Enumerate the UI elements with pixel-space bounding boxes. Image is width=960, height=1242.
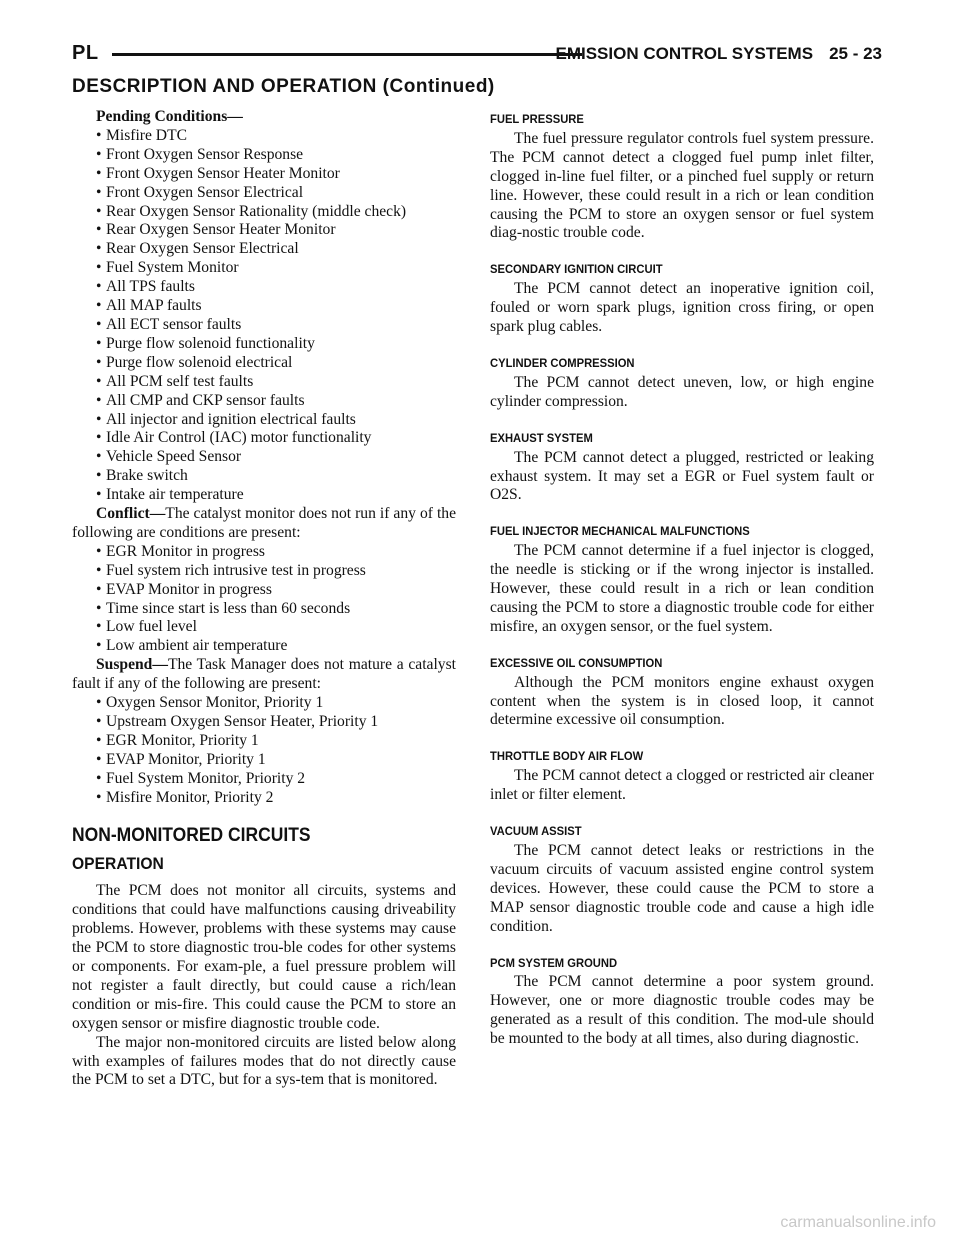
circuit-description: The PCM cannot detect uneven, low, or high engine cylinder compression. <box>490 373 874 410</box>
conflict-text: The catalyst monitor does not run if any of the following are conditions are present: <box>72 505 456 541</box>
pending-condition-item: • Front Oxygen Sensor Heater Monitor <box>96 165 456 184</box>
circuit-heading: EXCESSIVE OIL CONSUMPTION <box>490 655 663 670</box>
circuit-heading: SECONDARY IGNITION CIRCUIT <box>490 262 663 277</box>
suspend-item: • Upstream Oxygen Sensor Heater, Priority 1 <box>96 713 456 732</box>
operation-heading: OPERATION <box>72 854 164 874</box>
circuit-description: The fuel pressure regulator controls fuel system pressure. The PCM cannot detect a clogged fuel pump inlet filter, clogged in-line fuel filter, or a pinched fuel supply or return line. However, these could result in a rich or lean condition causing the PCM to store an oxygen sensor or fuel system diag-nostic trouble code. <box>490 129 874 242</box>
vehicle-code: PL <box>72 42 99 64</box>
header-right <box>556 44 883 64</box>
conflict-item: • EVAP Monitor in progress <box>96 581 456 600</box>
circuit-description: The PCM cannot determine a poor system ground. However, one or more diagnostic trouble codes may be generated as a result of this condition. The mod-ule should be mounted to the body at all times, also during diagnostic. <box>490 973 874 1048</box>
pending-condition-item: • Purge flow solenoid electrical <box>96 354 456 373</box>
operation-paragraph-1: The PCM does not monitor all circuits, systems and conditions that could have malfunctions causing driveability problems. However, problems with these systems may cause the PCM to store diagnostic trou-ble codes for other systems or components. For exam-ple, a fuel pressure problem will not register a fault directly, but could cause a rich/lean condition or mis-fire. This could cause the PCM to store an oxygen sensor or misfire diagnostic trouble code. <box>72 882 456 1032</box>
suspend-paragraph <box>72 656 456 694</box>
pending-condition-item: • Intake air temperature <box>96 486 456 505</box>
circuit-heading: VACUUM ASSIST <box>490 824 582 839</box>
pending-conditions-list <box>72 127 456 505</box>
suspend-list <box>72 694 456 807</box>
pending-condition-item: • Vehicle Speed Sensor <box>96 448 456 467</box>
pending-condition-item: • Rear Oxygen Sensor Electrical <box>96 240 456 259</box>
conflict-item: • Low ambient air temperature <box>96 637 456 656</box>
pending-condition-item: • All MAP faults <box>96 297 456 316</box>
circuit-description: The PCM cannot detect leaks or restrictions in the vacuum circuits of vacuum assisted engine control system devices. However, these could cause the PCM to store a MAP sensor diagnostic trouble code and cause a high idle condition. <box>490 842 874 935</box>
circuit-heading: FUEL PRESSURE <box>490 112 584 126</box>
suspend-item: • EGR Monitor, Priority 1 <box>96 732 456 751</box>
left-column <box>72 108 456 1090</box>
operation-paragraph-2: The major non-monitored circuits are listed below along with examples of failures modes that do not directly cause the PCM to set a DTC, but for a sys-tem that is monitored. <box>72 1033 456 1089</box>
circuit-description: Although the PCM monitors engine exhaust oxygen content when the system is in closed loop, it cannot determine excessive oil consumption. <box>490 673 874 729</box>
pending-condition-item: • All TPS faults <box>96 278 456 297</box>
pending-condition-item: • Idle Air Control (IAC) motor functionality <box>96 429 456 448</box>
circuit-heading: FUEL INJECTOR MECHANICAL MALFUNCTIONS <box>490 524 750 539</box>
circuit-description: The PCM cannot determine if a fuel injector is clogged, the needle is sticking or if the wrong injector is installed. However, these could result in a rich or lean condition causing the PCM to store a diagnostic trouble code for either misfire, an oxygen sensor, or the fuel system. <box>490 542 874 635</box>
conflict-item: • EGR Monitor in progress <box>96 543 456 562</box>
conflict-list <box>72 543 456 656</box>
pending-label: Pending Conditions— <box>96 108 243 125</box>
pending-condition-item: • Purge flow solenoid functionality <box>96 335 456 354</box>
page-header <box>72 42 882 68</box>
suspend-item: • EVAP Monitor, Priority 1 <box>96 751 456 770</box>
chapter-title: EMISSION CONTROL SYSTEMS <box>555 44 814 63</box>
circuit-heading: CYLINDER COMPRESSION <box>490 355 635 370</box>
non-monitored-circuits-heading: NON-MONITORED CIRCUITS <box>72 824 311 846</box>
pending-conditions-heading <box>72 108 456 127</box>
circuit-heading: EXHAUST SYSTEM <box>490 430 593 445</box>
pending-condition-item: • Rear Oxygen Sensor Rationality (middle check) <box>96 203 456 222</box>
pending-condition-item: • All injector and ignition electrical faults <box>96 411 456 430</box>
pending-condition-item: • Rear Oxygen Sensor Heater Monitor <box>96 221 456 240</box>
circuit-heading: PCM SYSTEM GROUND <box>490 955 618 970</box>
circuit-description: The PCM cannot detect an inoperative ignition coil, fouled or worn spark plugs, ignition cross firing, or open spark plug cables. <box>490 280 874 336</box>
suspend-label: Suspend— <box>96 656 168 674</box>
conflict-paragraph <box>72 505 456 543</box>
conflict-label: Conflict— <box>96 505 166 523</box>
pending-condition-item: • Brake switch <box>96 467 456 486</box>
conflict-item: • Fuel system rich intrusive test in progress <box>96 562 456 581</box>
watermark: carmanualsonline.info <box>780 1214 936 1231</box>
right-column <box>490 108 874 1049</box>
suspend-item: • Misfire Monitor, Priority 2 <box>96 789 456 808</box>
conflict-item: • Low fuel level <box>96 618 456 637</box>
section-continued-title: DESCRIPTION AND OPERATION (Continued) <box>72 76 495 97</box>
pending-condition-item: • Front Oxygen Sensor Electrical <box>96 184 456 203</box>
circuit-description: The PCM cannot detect a plugged, restricted or leaking exhaust system. It may set a EGR or Fuel system fault or O2S. <box>490 448 874 504</box>
pending-condition-item: • Fuel System Monitor <box>96 259 456 278</box>
header-rule <box>112 53 582 56</box>
suspend-item: • Oxygen Sensor Monitor, Priority 1 <box>96 694 456 713</box>
circuit-heading: THROTTLE BODY AIR FLOW <box>490 749 644 764</box>
suspend-text: The Task Manager does not mature a catalyst fault if any of the following are present: <box>72 656 456 693</box>
pending-condition-item: • Front Oxygen Sensor Response <box>96 146 456 165</box>
conflict-item: • Time since start is less than 60 seconds <box>96 600 456 619</box>
suspend-item: • Fuel System Monitor, Priority 2 <box>96 770 456 789</box>
pending-condition-item: • Misfire DTC <box>96 127 456 146</box>
pending-condition-item: • All CMP and CKP sensor faults <box>96 392 456 411</box>
pending-condition-item: • All PCM self test faults <box>96 373 456 392</box>
circuit-description: The PCM cannot detect a clogged or restricted air cleaner inlet or filter element. <box>490 767 874 804</box>
page-number: 25 - 23 <box>829 44 882 63</box>
pending-condition-item: • All ECT sensor faults <box>96 316 456 335</box>
